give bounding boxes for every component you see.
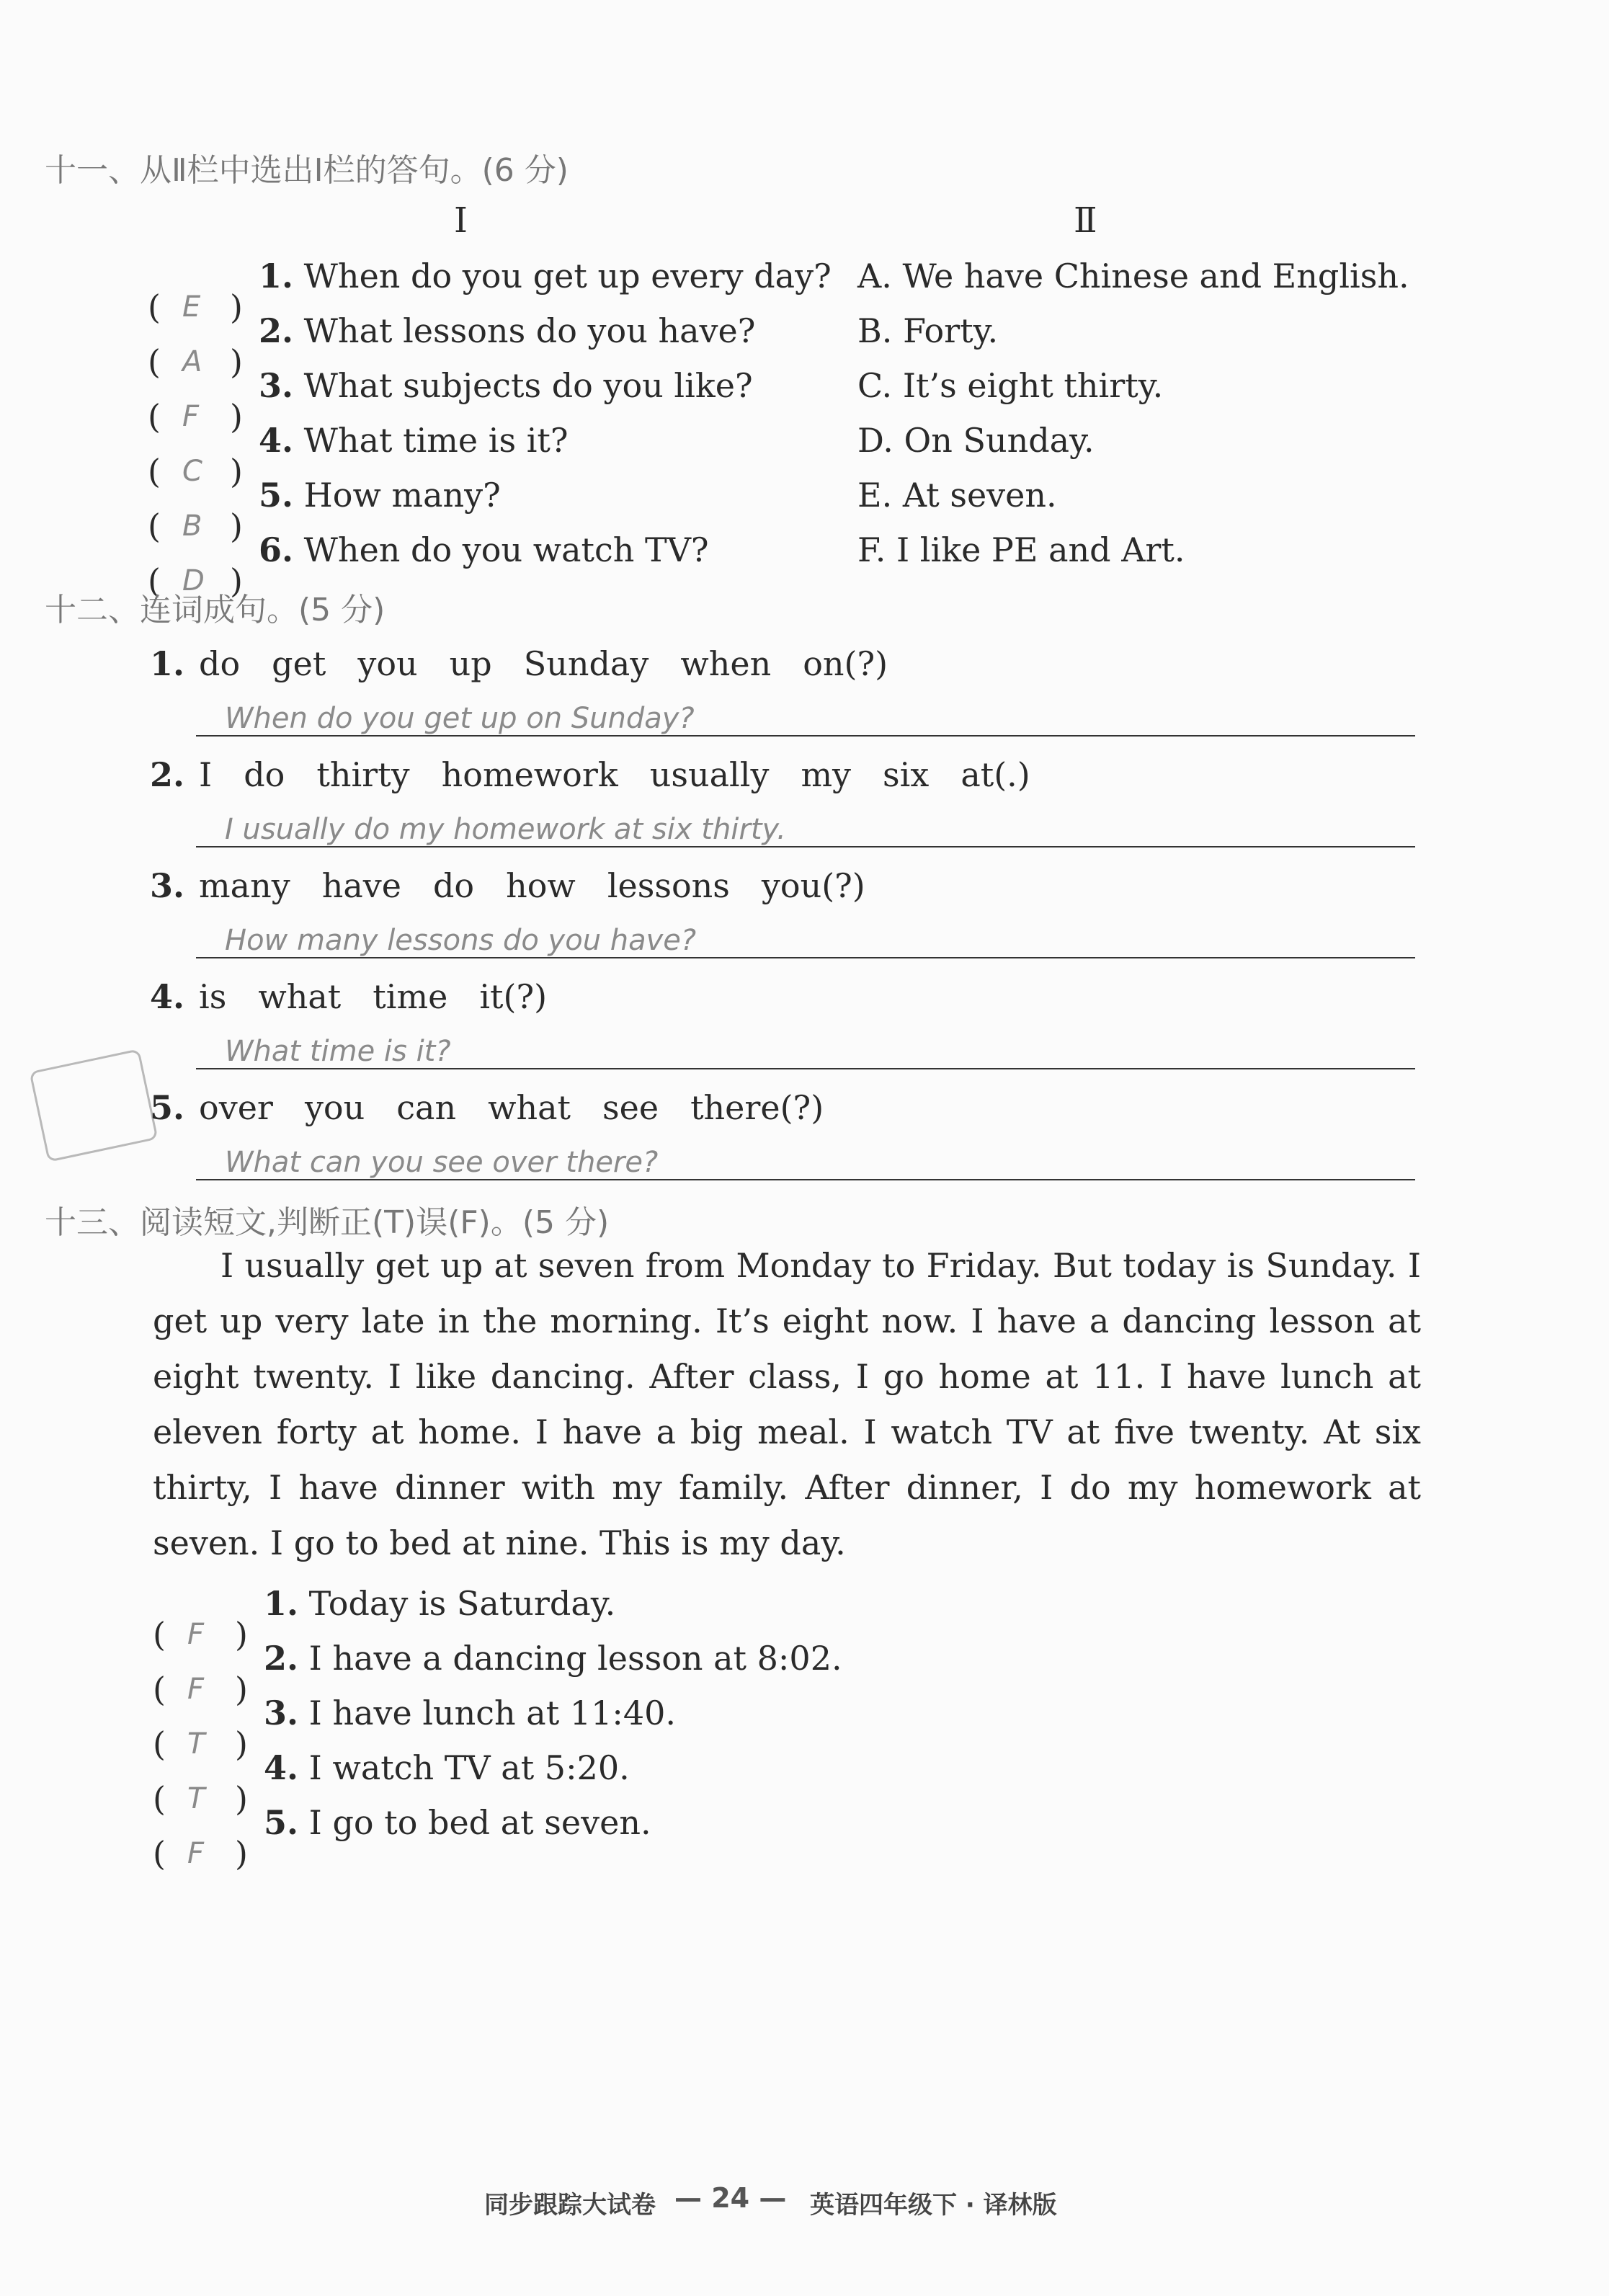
answer-blank[interactable]: C [182, 455, 202, 488]
scramble-item-3: 3. many have do how lessons you(?) [150, 866, 865, 905]
answer-line [196, 846, 1415, 847]
column-2-header: Ⅱ [1074, 200, 1097, 241]
answer-blank[interactable]: E [182, 290, 201, 324]
answer-line [196, 735, 1415, 737]
scramble-answer-5[interactable]: What can you see over there? [225, 1146, 659, 1179]
section-13-title: 十三、阅读短文,判断正(T)误(F)。(5 分) [45, 1204, 610, 1241]
page-number: — 24 — [674, 2182, 787, 2214]
option-e: E. At seven. [857, 476, 1057, 515]
scramble-item-2: 2. I do thirty homework usually my six at(.) [150, 755, 1030, 794]
scramble-answer-2[interactable]: I usually do my homework at six thirty. [225, 813, 786, 846]
match-question-5: ( B ) 5. How many? [148, 476, 501, 546]
stamp-icon [29, 1049, 158, 1162]
match-question-4: ( C ) 4. What time is it? [148, 421, 569, 491]
reading-passage: I usually get up at seven from Monday to Friday. But today is Sunday. I get up very late in the morning. It’s eight now. I have a dancing lesson at eight twenty. I like dancing. After class, I go home at 11. I have lunch at eleven forty at home. I have a big meal. I watch TV at five twenty. At six thirty, I have dinner with my family. After dinner, I do my homework at seven. I go to bed at nine. This is my day. [153, 1246, 1421, 1562]
scramble-item-5: 5. over you can what see there(?) [150, 1088, 824, 1127]
match-question-1: ( E ) 1. When do you get up every day? [148, 257, 832, 326]
judge-item-5: ( F ) 5. I go to bed at seven. [153, 1803, 651, 1873]
option-b: B. Forty. [857, 311, 999, 350]
answer-line [196, 1068, 1415, 1069]
scramble-answer-3[interactable]: How many lessons do you have? [225, 924, 697, 957]
answer-line [196, 957, 1415, 958]
answer-blank[interactable]: F [187, 1837, 205, 1870]
judge-item-4: ( T ) 4. I watch TV at 5:20. [153, 1748, 630, 1818]
match-question-6: ( D ) 6. When do you watch TV? [148, 530, 709, 600]
answer-blank[interactable]: A [182, 345, 202, 378]
answer-line [196, 1179, 1415, 1180]
scramble-answer-4[interactable]: What time is it? [225, 1035, 451, 1068]
judge-item-3: ( T ) 3. I have lunch at 11:40. [153, 1694, 677, 1763]
footer-edition: 英语四年级下 · 译林版 [810, 2191, 1057, 2220]
section-12-title: 十二、连词成句。(5 分) [45, 592, 385, 628]
match-question-2: ( A ) 2. What lessons do you have? [148, 311, 756, 381]
answer-blank[interactable]: T [187, 1727, 205, 1761]
answer-blank[interactable]: D [182, 564, 205, 597]
section-11-title: 十一、从Ⅱ栏中选出Ⅰ栏的答句。(6 分) [45, 152, 569, 189]
footer-book-title: 同步跟踪大试卷 [484, 2191, 656, 2220]
option-d: D. On Sunday. [857, 421, 1095, 460]
scramble-item-4: 4. is what time it(?) [150, 977, 548, 1016]
answer-blank[interactable]: F [182, 400, 200, 433]
judge-item-2: ( F ) 2. I have a dancing lesson at 8:02. [153, 1639, 842, 1709]
option-c: C. It’s eight thirty. [857, 366, 1164, 405]
scramble-answer-1[interactable]: When do you get up on Sunday? [225, 702, 695, 735]
answer-blank[interactable]: F [187, 1673, 205, 1706]
option-a: A. We have Chinese and English. [857, 257, 1409, 295]
scramble-item-1: 1. do get you up Sunday when on(?) [150, 644, 888, 683]
answer-blank[interactable]: T [187, 1782, 205, 1815]
answer-blank[interactable]: B [182, 510, 202, 543]
option-f: F. I like PE and Art. [857, 530, 1185, 569]
column-1-header: Ⅰ [454, 200, 468, 241]
answer-blank[interactable]: F [187, 1618, 205, 1651]
judge-item-1: ( F ) 1. Today is Saturday. [153, 1584, 616, 1654]
match-question-3: ( F ) 3. What subjects do you like? [148, 366, 753, 436]
